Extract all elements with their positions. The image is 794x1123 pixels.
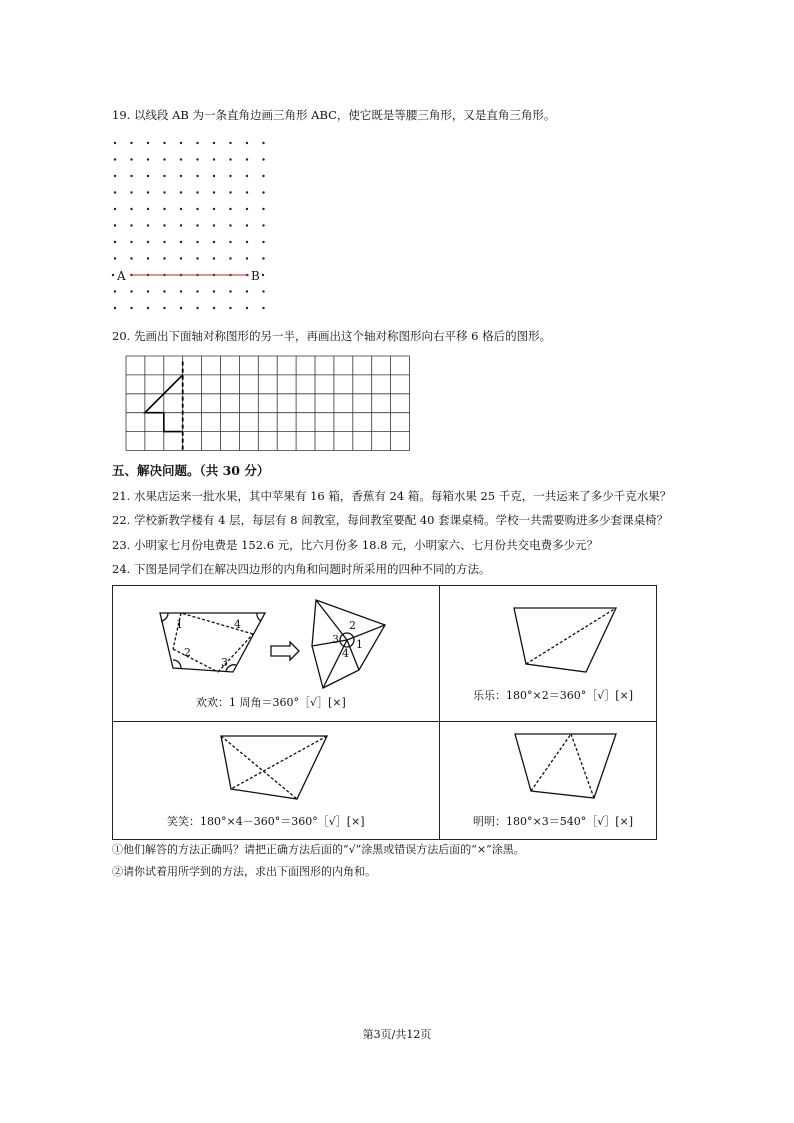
square-grid-figure xyxy=(0,0,794,460)
q23-text: 23. 小明家七月份电费是 152.6 元，比六月份多 18.8 元，小明家六、七月份共交电费多少元？ xyxy=(112,538,599,552)
lele-caption: 乐乐：180°×2＝360°［√］[×] xyxy=(473,689,634,702)
q20-text: 20. 先画出下面轴对称图形的另一半，再画出这个轴对称图形向右平移 6 格后的图形。 xyxy=(112,329,552,343)
method-cell-mingming xyxy=(439,721,657,840)
method-cell-huanhuan xyxy=(112,585,440,722)
center-label-4: 4 xyxy=(342,647,349,660)
q22-text: 22. 学校新教学楼有 4 层，每层有 8 间教室，每间教室要配 40 套课桌椅。学校一共需要购进多少套课桌椅？ xyxy=(112,513,669,527)
angle-label-1: 1 xyxy=(176,618,183,631)
point-a-label: A xyxy=(117,269,126,283)
q24-instruction2: ②请你试着用所学到的方法，求出下面图形的内角和。 xyxy=(112,865,376,878)
point-b-label: B xyxy=(251,269,260,283)
section5-heading: 五、解决问题。（共 30 分） xyxy=(112,463,270,478)
center-label-2: 2 xyxy=(349,619,356,632)
q24-text: 24. 下图是同学们在解决四边形的内角和问题时所采用的四种不同的方法。 xyxy=(112,562,491,576)
method-cell-lele xyxy=(439,585,657,722)
angle-label-2: 2 xyxy=(184,646,191,659)
q24-instruction1: ①他们解答的方法正确吗？请把正确方法后面的“√”涂黑或错误方法后面的“×”涂黑。 xyxy=(112,843,525,856)
xiaoxiao-caption: 笑笑：180°×4－360°＝360°［√］[×] xyxy=(167,815,365,828)
center-label-3: 3 xyxy=(332,633,339,646)
angle-label-4: 4 xyxy=(234,618,241,631)
center-label-1: 1 xyxy=(356,638,363,651)
page-footer: 第3页/共12页 xyxy=(362,1028,432,1041)
huanhuan-caption: 欢欢：1 周角＝360°［√］[×] xyxy=(196,696,346,709)
angle-label-3: 3 xyxy=(221,656,228,669)
mingming-caption: 明明：180°×3＝540°［√］[×] xyxy=(473,815,634,828)
q21-text: 21. 水果店运来一批水果，其中苹果有 16 箱，香蕉有 24 箱。每箱水果 25 千克，一共运来了多少千克水果？ xyxy=(112,489,672,503)
method-cell-xiaoxiao xyxy=(112,721,440,840)
q19-text: 19. 以线段 AB 为一条直角边画三角形 ABC，使它既是等腰三角形，又是直角三角形。 xyxy=(112,108,556,122)
